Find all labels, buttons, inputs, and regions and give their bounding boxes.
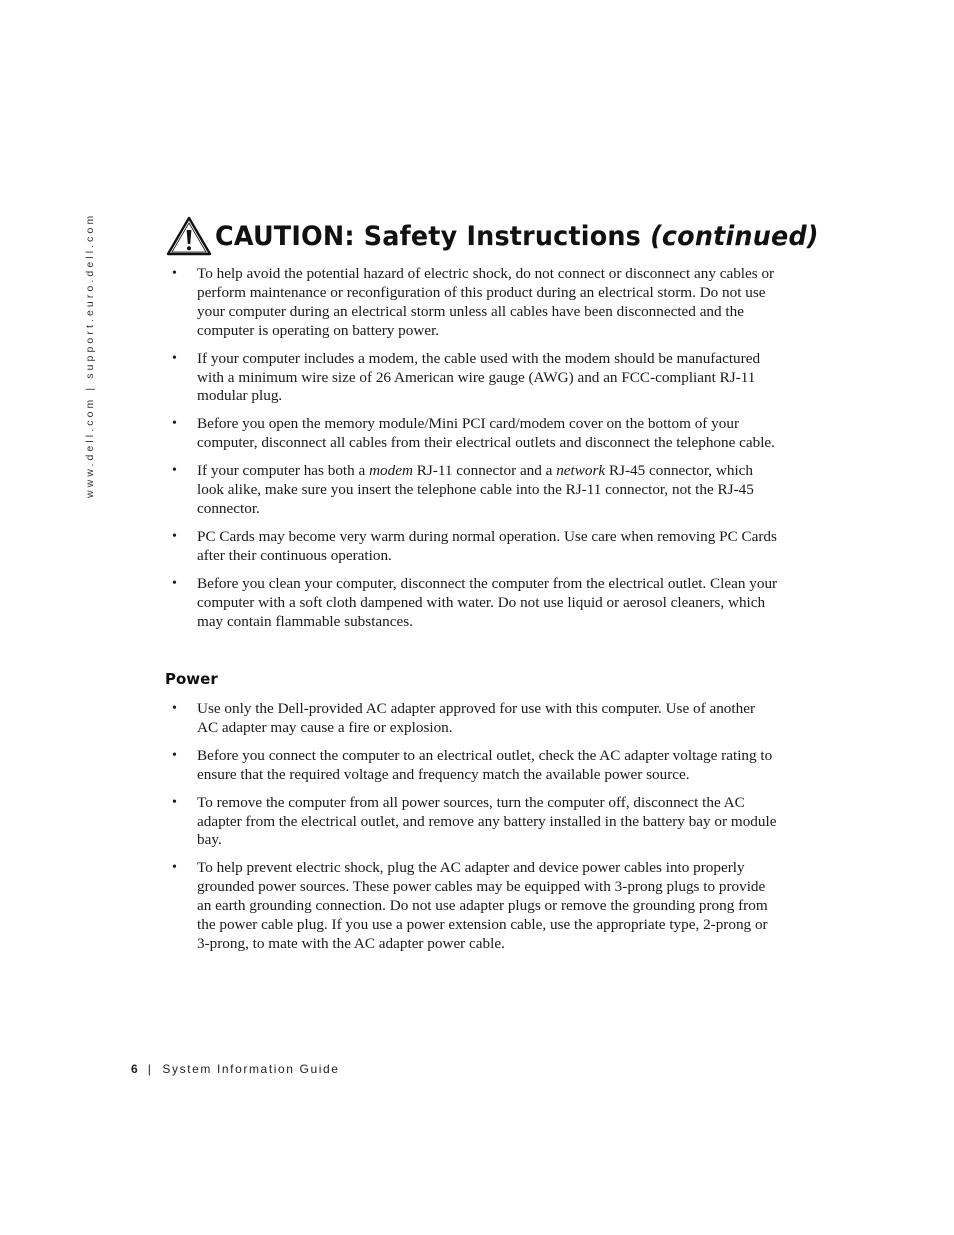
list-item [166, 575, 778, 632]
page-footer [131, 1062, 340, 1076]
item-text: If your computer has both a [197, 462, 370, 480]
list-item [166, 462, 778, 519]
power-heading: Power [165, 670, 218, 688]
list-item [166, 528, 778, 566]
page-number: 6 [131, 1062, 138, 1076]
list-item [166, 794, 778, 851]
item-text: Before you connect the computer to an electrical outlet, check the AC adapter voltage rating to ensure that the required voltage and frequency match the available power source. [197, 746, 773, 783]
list-item [166, 859, 778, 954]
emphasis-text: network [556, 462, 606, 480]
item-text: If your computer includes a modem, the cable used with the modem should be manufactured with a minimum wire size of 26 American wire gauge (AWG) and an FCC-compliant RJ-11 modular plug. [197, 349, 761, 405]
list-item [166, 415, 778, 453]
caution-list [166, 265, 778, 640]
guide-title: System Information Guide [162, 1062, 340, 1076]
title-continued: (continued) [650, 220, 819, 252]
power-list [166, 700, 778, 963]
item-text: Before you clean your computer, disconnect the computer from the electrical outlet. Clean your computer with a soft cloth dampened with water. Do not use liquid or aerosol cleaners, which may contain flammable substances. [197, 574, 778, 630]
caution-heading [166, 214, 844, 258]
page-title [215, 221, 819, 252]
sidebar-url-text: www.dell.com | support.euro.dell.com [84, 212, 96, 498]
list-item [166, 700, 778, 738]
list-item [166, 747, 778, 785]
item-text: Use only the Dell-provided AC adapter approved for use with this computer. Use of another AC adapter may cause a fire or explosion. [197, 700, 755, 736]
emphasis-text: modem [369, 462, 413, 480]
item-text: To help avoid the potential hazard of electric shock, do not connect or disconnect any cables or perform maintenance or reconfiguration of this product during an electrical storm. Do not use your computer during an electrical storm unless all cables have been disconnected and the computer is operating on battery power. [197, 265, 775, 339]
item-text: To remove the computer from all power sources, turn the computer off, disconnect the AC adapter from the electrical outlet, and remove any battery installed in the battery bay or module bay. [197, 793, 777, 849]
item-text: To help prevent electric shock, plug the AC adapter and device power cables into properly grounded power sources. These power cables may be equipped with 3-prong plugs to provide an earth grounding connection. Do not use adapter plugs or remove the grounding prong from the power cable plug. If you use a power extension cable, use the appropriate type, 2-prong or 3-prong, to mate with the AC adapter power cable. [197, 859, 768, 952]
item-text: RJ-11 connector and a [412, 462, 557, 480]
caution-triangle-icon [166, 216, 212, 256]
title-main: CAUTION: Safety Instructions [215, 220, 642, 252]
item-text: RJ-45 connector, which look alike, make sure you insert the telephone cable into the RJ-11 connector, not the RJ-45 connector. [197, 462, 754, 517]
list-item [166, 350, 778, 407]
item-text: Before you open the memory module/Mini PCI card/modem cover on the bottom of your computer, disconnect all cables from their electrical outlets and disconnect the telephone cable. [197, 415, 775, 452]
footer-separator: | [147, 1062, 153, 1076]
sidebar-url [84, 212, 98, 498]
list-item [166, 265, 778, 341]
item-text: PC Cards may become very warm during normal operation. Use care when removing PC Cards after their continuous operation. [197, 527, 777, 564]
